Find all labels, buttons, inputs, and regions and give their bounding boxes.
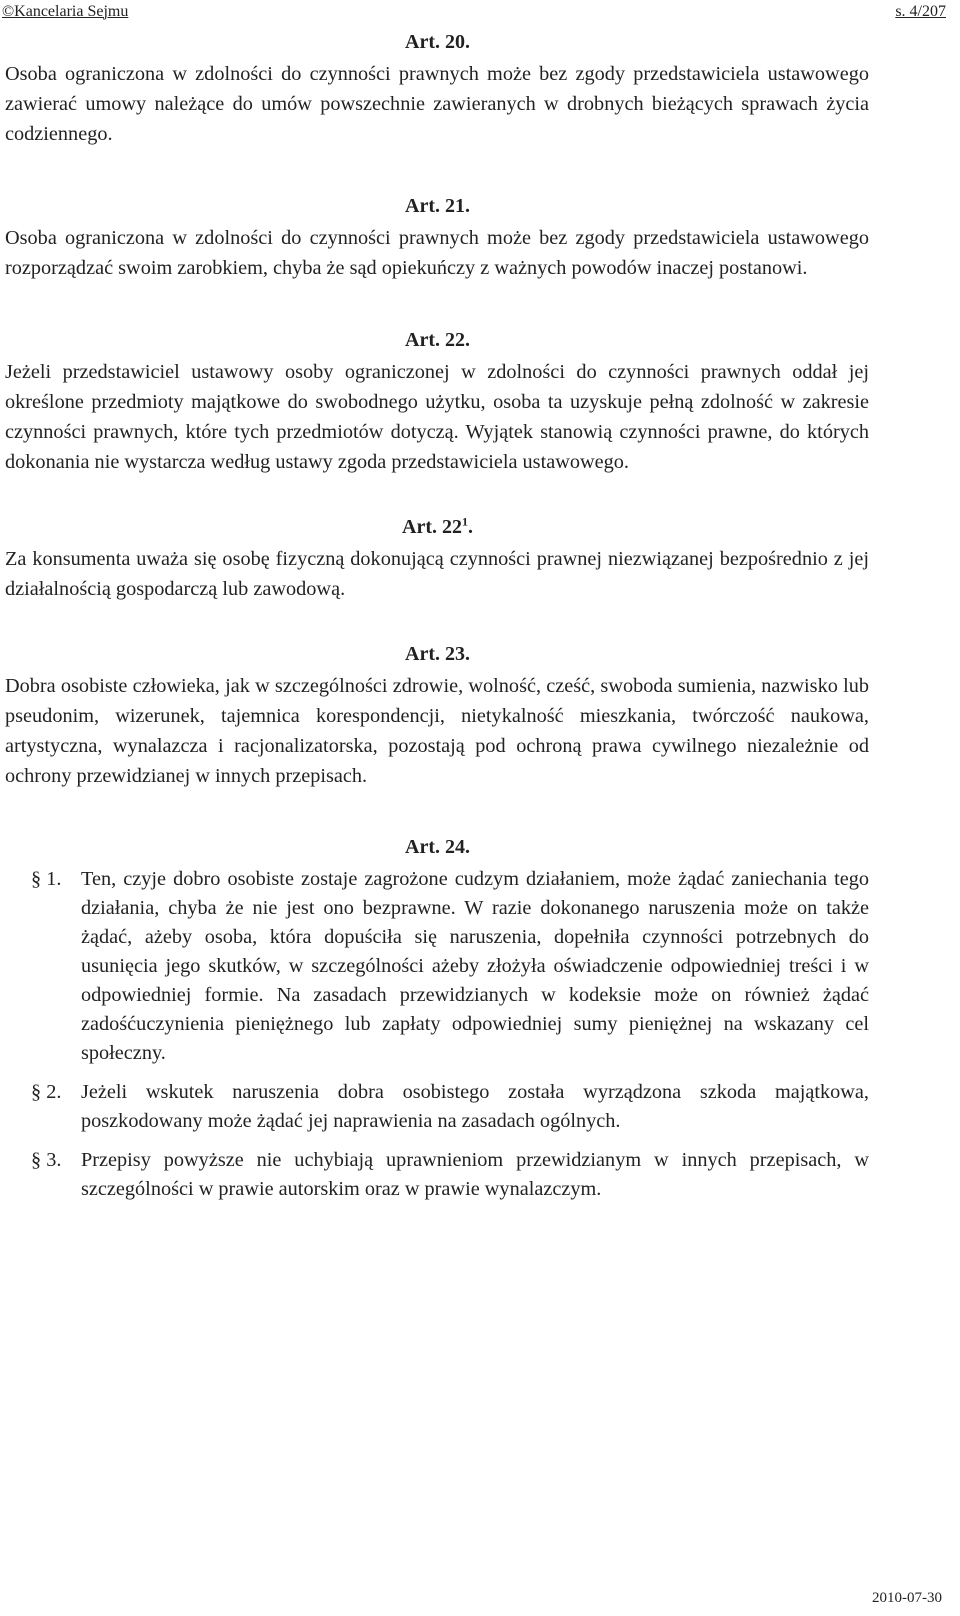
article-24-section-1 — [5, 865, 869, 1068]
article-22-1-title-main: Art. 22 — [402, 516, 462, 538]
section-2-text: Jeżeli wskutek naruszenia dobra osobistego została wyrządzona szkoda majątkowa, poszkodowany może żądać jej naprawienia na zasadach ogólnych. — [81, 1081, 869, 1132]
article-24-section-3 — [5, 1146, 869, 1204]
article-23-title: Art. 23. — [405, 643, 470, 665]
article-22-1-title-end: . — [467, 516, 473, 538]
section-3-label: § 3. — [31, 1149, 62, 1171]
section-1-text: Ten, czyje dobro osobiste zostaje zagrożone cudzym działaniem, może żądać zaniechania tego działania, chyba że nie jest ono bezprawne. W razie dokonanego naruszenia może on także żądać, ażeby osoba, która dopuściła się naruszenia, dopełniła czynności potrzebnych do usunięcia jego skutków, w szczególności ażeby złożyła oświadczenie odpowiedniej treści i w odpowiedniej formie. Na zasadach przewidzianych w kodeksie może on również żądać zadośćuczynienia pieniężnego lub zapłaty odpowiedniej sumy pieniężnej na wskazany cel społeczny. — [81, 868, 869, 1064]
document-body — [5, 28, 869, 1204]
section-3-text: Przepisy powyższe nie uchybiają uprawnieniom przewidzianym w innych przepisach, w szczególności w prawie autorskim oraz w prawie wynalazczym. — [81, 1149, 869, 1200]
article-21-text: Osoba ograniczona w zdolności do czynności prawnych może bez zgody przedstawiciela ustawowego rozporządzać swoim zarobkiem, chyba że sąd opiekuńczy z ważnych powodów inaczej postanowi. — [5, 227, 869, 279]
article-20-title: Art. 20. — [405, 31, 470, 53]
page-number: s. 4/207 — [895, 3, 946, 20]
section-2-label: § 2. — [31, 1081, 62, 1103]
article-24-title: Art. 24. — [405, 836, 470, 858]
header-copyright: ©Kancelaria Sejmu — [2, 3, 129, 20]
article-22-title: Art. 22. — [405, 329, 470, 351]
article-22-text: Jeżeli przedstawiciel ustawowy osoby ograniczonej w zdolności do czynności prawnych oddał jej określone przedmioty majątkowe do swobodnego użytku, osoba ta uzyskuje pełną zdolność w zakresie czynności prawnych, które tych przedmiotów dotyczą. Wyjątek stanowią czynności prawne, do których dokonania nie wystarcza według ustawy zgoda przedstawiciela ustawowego. — [5, 361, 869, 473]
article-22-1-title — [5, 513, 869, 541]
article-24-section-2 — [5, 1078, 869, 1136]
article-23-text: Dobra osobiste człowieka, jak w szczególności zdrowie, wolność, cześć, swoboda sumienia, nazwisko lub pseudonim, wizerunek, tajemnica korespondencji, nietykalność mieszkania, twórczość naukowa, artystyczna, wynalazcza i racjonalizatorska, pozostają pod ochroną prawa cywilnego niezależnie od ochrony przewidzianej w innych przepisach. — [5, 675, 869, 787]
article-22-1-title-superscript: 1 — [461, 514, 468, 529]
article-21-title: Art. 21. — [405, 195, 470, 217]
footer-date: 2010-07-30 — [872, 1590, 942, 1606]
article-22-1-text: Za konsumenta uważa się osobę fizyczną dokonującą czynności prawnej niezwiązanej bezpośrednio z jej działalnością gospodarczą lub zawodową. — [5, 548, 869, 600]
article-20-text: Osoba ograniczona w zdolności do czynności prawnych może bez zgody przedstawiciela ustawowego zawierać umowy należące do umów powszechnie zawieranych w drobnych bieżących sprawach życia codziennego. — [5, 63, 869, 145]
section-1-label: § 1. — [31, 868, 62, 890]
